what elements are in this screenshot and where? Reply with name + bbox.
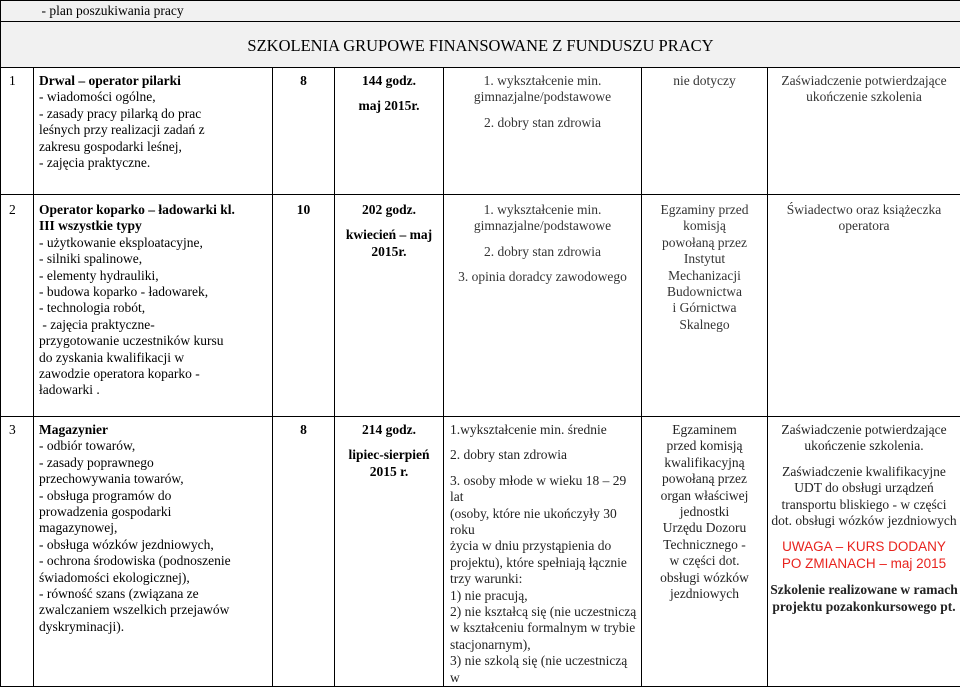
requirement-line: życia w dniu przystąpienia do (450, 538, 639, 554)
participants: 10 (273, 195, 335, 417)
exam-line: nie dotyczy (642, 73, 767, 89)
course-line: - ochrona środowiska (podnoszenie (39, 553, 268, 569)
certificate-line: transportu bliskiego - w części (768, 497, 960, 513)
term: maj 2015r. (335, 98, 443, 114)
exam-line: Egzaminy przed (642, 202, 767, 218)
exam-cell (642, 68, 768, 195)
row-number: 1 (1, 68, 34, 195)
exam-line: kwalifikacyjną (642, 455, 767, 471)
course-line: leśnych przy realizacji zadań z (39, 122, 268, 138)
course-line: do zyskania kwalifikacji w (39, 350, 268, 366)
exam-line: Instytut (642, 251, 767, 267)
requirement-line: 1) nie pracują, (450, 588, 639, 604)
term: 2015r. (335, 244, 443, 260)
course-line: - technologia robót, (39, 300, 268, 316)
hours: 144 godz. (335, 73, 443, 89)
requirement-line: stacjonarnym), (450, 637, 639, 653)
certificate-line: Zaświadczenie potwierdzające (768, 422, 960, 438)
notice-line: PO ZMIANACH – maj 2015 (768, 556, 960, 572)
course-line: - równość szans (związana ze (39, 586, 268, 602)
exam-line: w części dot. (642, 553, 767, 569)
certificate-line: Zaświadczenie potwierdzające (768, 73, 960, 89)
course-line: świadomości ekologicznej), (39, 570, 268, 586)
certificate-cell (768, 417, 960, 687)
exam-line: obsługi wózków (642, 570, 767, 586)
requirement-line: (osoby, które nie ukończyły 30 roku (450, 506, 639, 539)
requirement-line: 3) nie szkolą się (nie uczestniczą w (450, 653, 639, 686)
course-line: dyskryminacji). (39, 619, 268, 635)
course-line: - odbiór towarów, (39, 438, 268, 454)
term: 2015 r. (335, 464, 443, 480)
course-cell (34, 195, 273, 417)
course-line: magazynowej, (39, 520, 268, 536)
exam-line: Mechanizacji (642, 268, 767, 284)
course-title: Drwal – operator pilarki (39, 73, 268, 89)
exam-line: komisją (642, 218, 767, 234)
requirement-line: 3. osoby młode w wieku 18 – 29 lat (450, 473, 639, 506)
top-row-text: - plan poszukiwania pracy (34, 1, 960, 22)
footnote-line: Szkolenie realizowane w ramach (768, 582, 960, 598)
certificate-line: Świadectwo oraz książeczka (768, 202, 960, 218)
row-number: 3 (1, 417, 34, 687)
requirement-line: 2. dobry stan zdrowia (444, 244, 641, 260)
table-row (1, 68, 960, 195)
course-line: - elementy hydrauliki, (39, 268, 268, 284)
course-cell (34, 68, 273, 195)
requirement-line: 2) nie kształcą się (nie uczestniczą (450, 604, 639, 620)
course-line: - zajęcia praktyczne. (39, 155, 268, 171)
exam-line: Egzaminem (642, 422, 767, 438)
certificate-line: operatora (768, 218, 960, 234)
term: lipiec-sierpień (335, 447, 443, 463)
certificate-line: ukończenie szkolenia (768, 89, 960, 105)
certificate-line: dot. obsługi wózków jezdniowych (768, 513, 960, 529)
course-line: przechowywania towarów, (39, 471, 268, 487)
certificate-line: Zaświadczenie kwalifikacyjne (768, 464, 960, 480)
course-title: Operator koparko – ładowarki kl. (39, 202, 268, 218)
hours: 214 godz. (335, 422, 443, 438)
exam-line: i Górnictwa (642, 300, 767, 316)
exam-line: Urzędu Dozoru (642, 520, 767, 536)
course-cell (34, 417, 273, 687)
requirement-line: 1.wykształcenie min. średnie (450, 422, 639, 438)
requirement-line: gimnazjalne/podstawowe (444, 218, 641, 234)
course-line: - obsługa programów do (39, 488, 268, 504)
exam-line: jednostki (642, 504, 767, 520)
course-line: prowadzenia gospodarki (39, 504, 268, 520)
course-line: - zajęcia praktyczne- (39, 317, 268, 333)
course-line: - silniki spalinowe, (39, 251, 268, 267)
certificate-cell (768, 195, 960, 417)
course-title: Magazynier (39, 422, 268, 438)
section-header-row (1, 22, 960, 68)
requirement-line: 1. wykształcenie min. (444, 73, 641, 89)
requirement-line: trzy warunki: (450, 571, 639, 587)
certificate-line: ukończenie szkolenia. (768, 438, 960, 454)
row-number: 2 (1, 195, 34, 417)
table-row (1, 195, 960, 417)
course-title-cont: III wszystkie typy (39, 218, 268, 234)
requirement-line: gimnazjalne/podstawowe (444, 89, 641, 105)
duration-cell (335, 417, 444, 687)
course-line: zwalczaniem wszelkich przejawów (39, 602, 268, 618)
course-line: - wiadomości ogólne, (39, 89, 268, 105)
exam-cell (642, 195, 768, 417)
notice-line: UWAGA – KURS DODANY (768, 539, 960, 555)
participants: 8 (273, 417, 335, 687)
requirement-line: projektu), które spełniają łącznie (450, 555, 639, 571)
section-title: SZKOLENIA GRUPOWE FINANSOWANE Z FUNDUSZU PRACY (1, 22, 960, 68)
duration-cell (335, 68, 444, 195)
requirements-cell (444, 195, 642, 417)
requirement-line: 2. dobry stan zdrowia (450, 447, 639, 463)
course-line: - zasady pracy pilarką do prac (39, 106, 268, 122)
requirement-line: 1. wykształcenie min. (444, 202, 641, 218)
exam-line: Skalnego (642, 317, 767, 333)
course-line: zakresu gospodarki leśnej, (39, 139, 268, 155)
requirement-line: w kształceniu formalnym w trybie (450, 620, 639, 636)
duration-cell (335, 195, 444, 417)
certificate-line: UDT do obsługi urządzeń (768, 480, 960, 496)
course-line: zawodzie operatora koparko - (39, 366, 268, 382)
exam-line: przed komisją (642, 438, 767, 454)
course-line: przygotowanie uczestników kursu (39, 333, 268, 349)
footnote-line: projektu pozakonkursowego pt. (768, 599, 960, 615)
exam-line: Budownictwa (642, 284, 767, 300)
exam-line: Technicznego - (642, 537, 767, 553)
course-line: - użytkowanie eksploatacyjne, (39, 235, 268, 251)
course-line: - zasady poprawnego (39, 455, 268, 471)
exam-line: organ właściwej (642, 488, 767, 504)
requirement-line: 3. opinia doradcy zawodowego (444, 269, 641, 285)
course-line: - budowa koparko - ładowarek, (39, 284, 268, 300)
top-row (1, 1, 960, 22)
requirements-cell (444, 417, 642, 687)
exam-cell (642, 417, 768, 687)
requirements-cell (444, 68, 642, 195)
participants: 8 (273, 68, 335, 195)
table-row (1, 417, 960, 687)
course-line: - obsługa wózków jezdniowych, (39, 537, 268, 553)
course-line: ładowarki . (39, 382, 268, 398)
exam-line: powołaną przez (642, 235, 767, 251)
exam-line: jezdniowych (642, 586, 767, 602)
requirement-line: 2. dobry stan zdrowia (444, 115, 641, 131)
hours: 202 godz. (335, 202, 443, 218)
certificate-cell (768, 68, 960, 195)
exam-line: powołaną przez (642, 471, 767, 487)
term: kwiecień – maj (335, 227, 443, 243)
